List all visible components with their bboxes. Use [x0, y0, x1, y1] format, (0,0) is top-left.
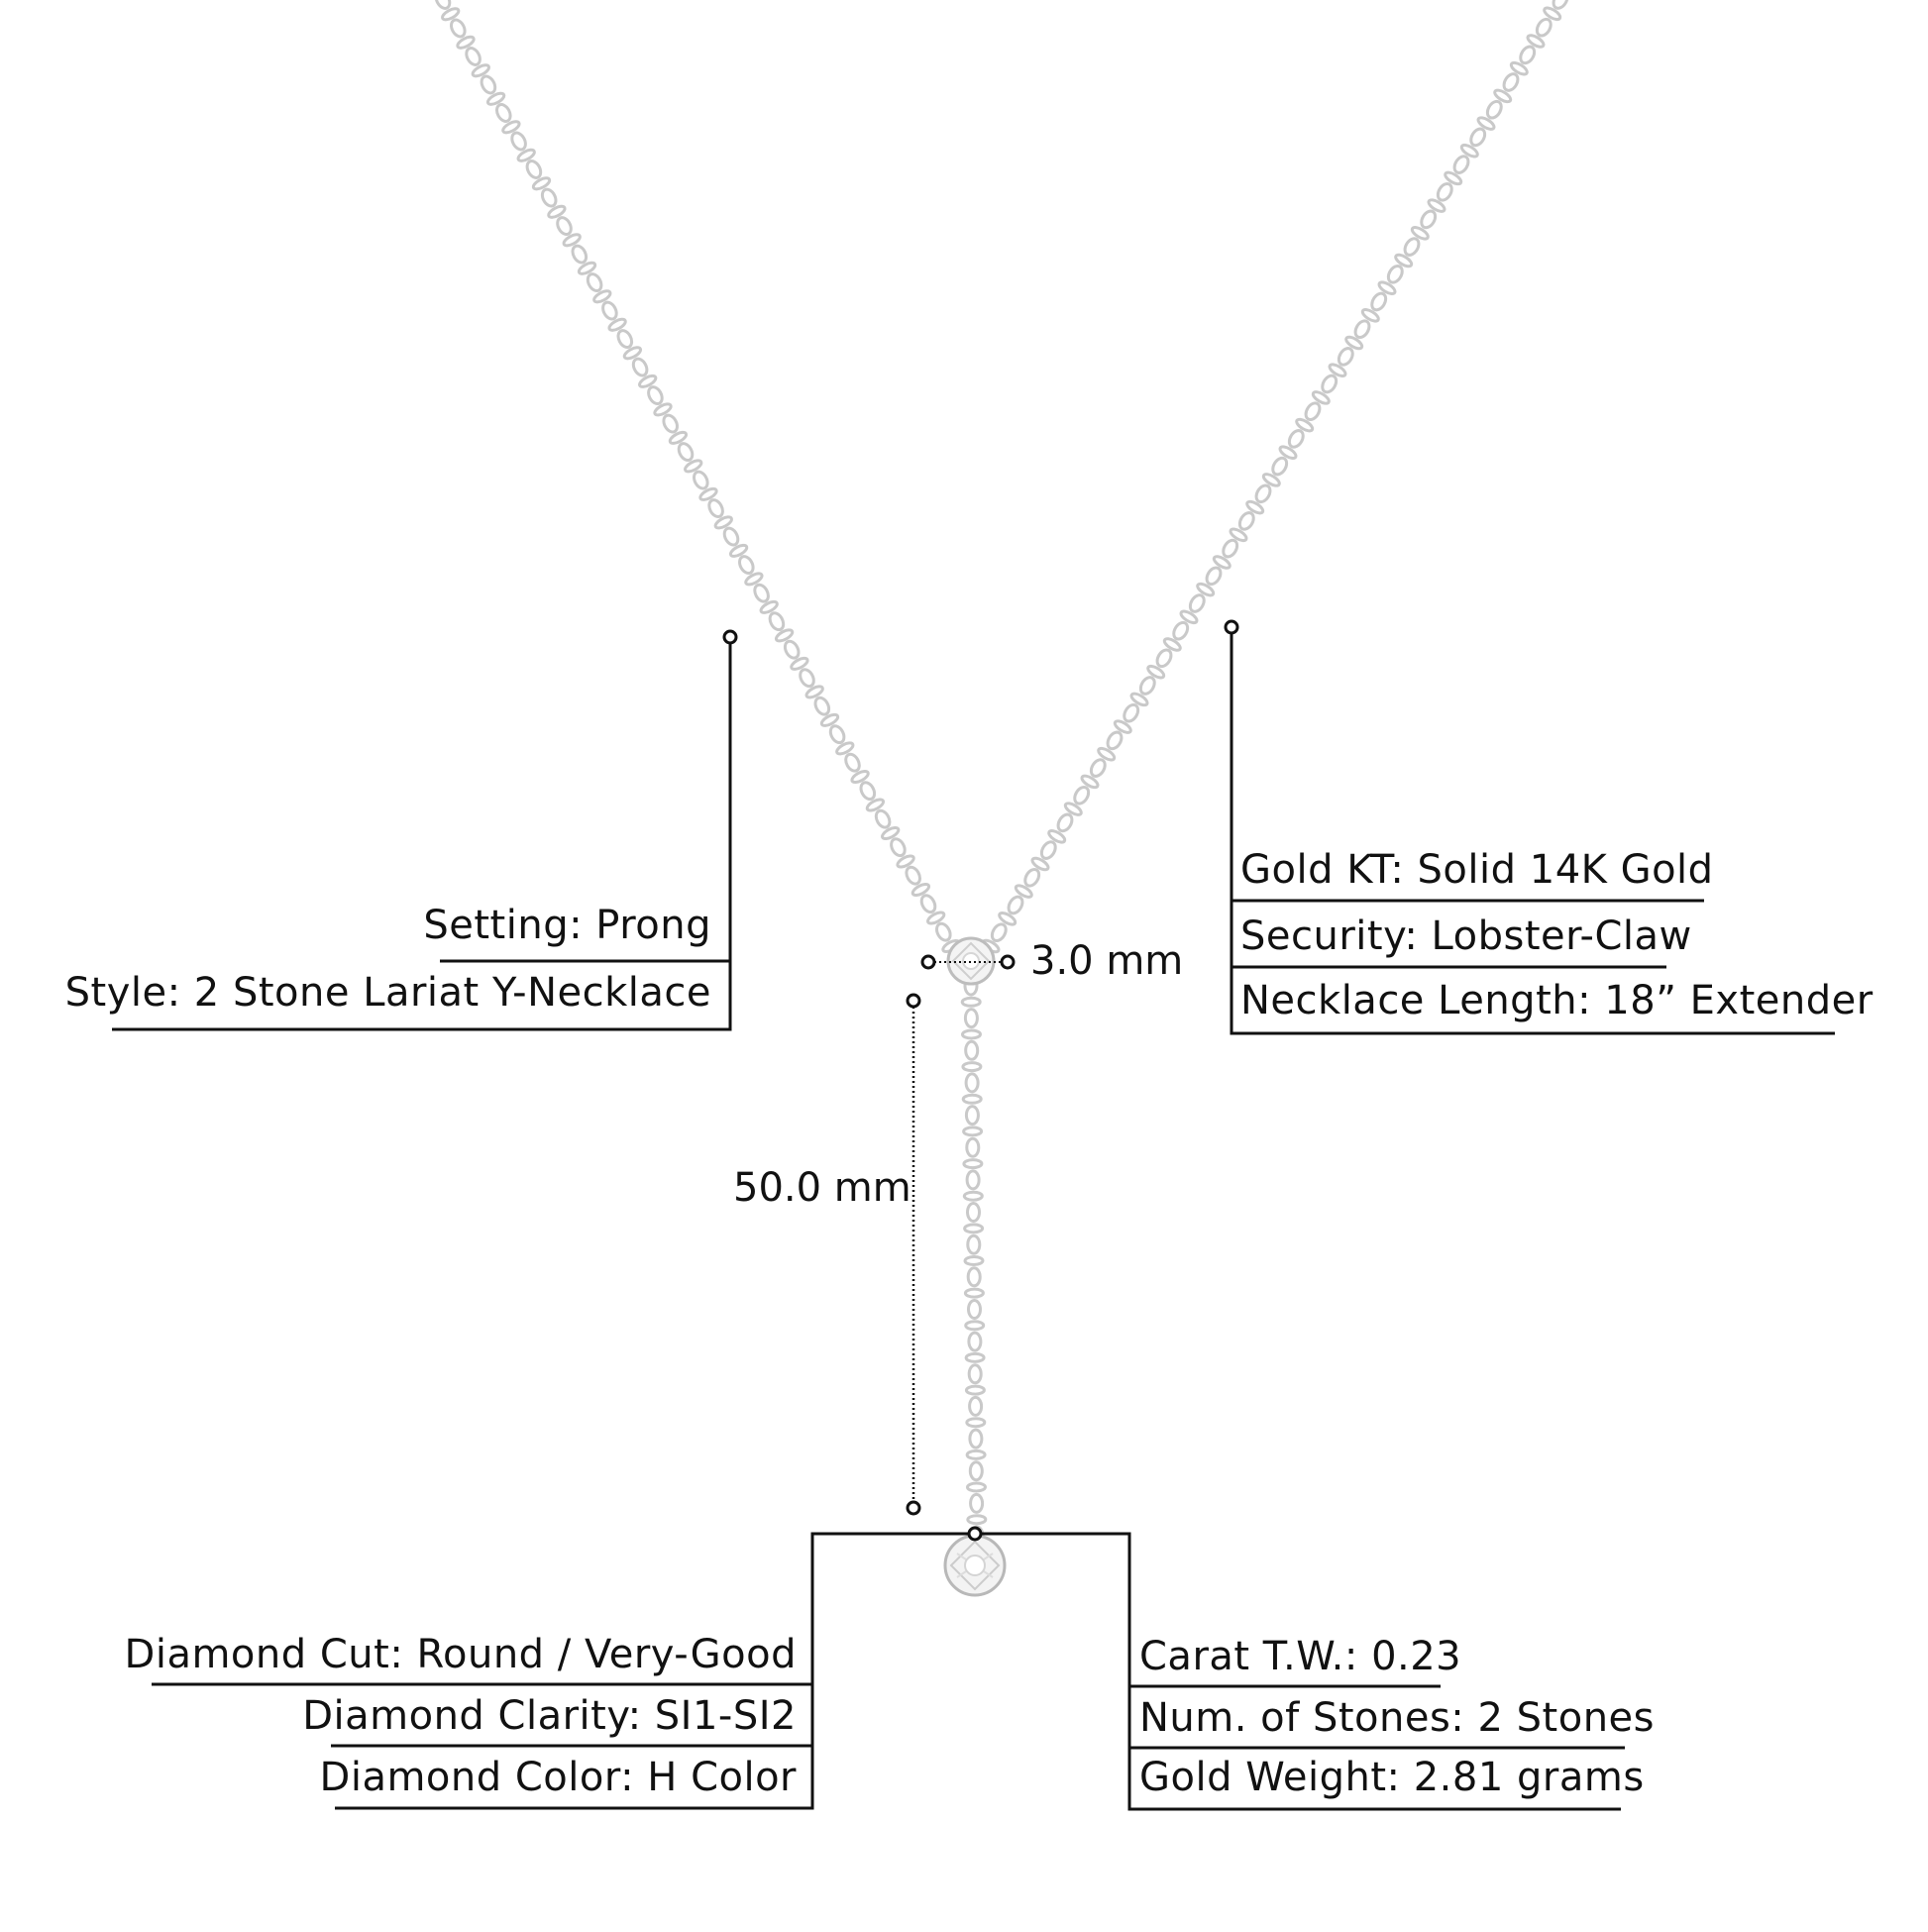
chain-link [600, 300, 619, 322]
chain-link [494, 102, 513, 124]
chain-link [1171, 620, 1191, 642]
chain-link [874, 808, 893, 830]
chain-link [540, 187, 559, 209]
chain-link [965, 1010, 977, 1027]
chain-link [967, 1203, 979, 1221]
chain-link [767, 610, 786, 632]
spec-style: Style: 2 Stone Lariat Y-Necklace [64, 970, 711, 1016]
chain-link [968, 1235, 980, 1253]
chain-link [969, 1333, 981, 1350]
chain-link [783, 639, 802, 661]
chain-link [1402, 236, 1422, 258]
chain-link [615, 328, 634, 350]
chain-link [1270, 456, 1290, 478]
chain-link [555, 215, 574, 237]
chain-link [843, 752, 862, 774]
chain-link [1535, 17, 1554, 39]
chain-link [966, 1041, 978, 1059]
chain-link [721, 526, 740, 548]
chain-link [1072, 785, 1092, 806]
spec-gold-kt: Gold KT: Solid 14K Gold [1240, 847, 1714, 893]
chain-link [968, 1516, 986, 1524]
chain-link [692, 470, 710, 491]
spec-carat: Carat T.W.: 0.23 [1139, 1634, 1462, 1679]
chain-link [1303, 400, 1323, 422]
chain-link [1237, 510, 1257, 532]
dimension-stone-width: 3.0 mm [1030, 938, 1184, 984]
chain-link [967, 1450, 985, 1458]
necklace-chain [433, 0, 1569, 1545]
chain-link [963, 1063, 981, 1071]
chain-link [967, 1419, 985, 1427]
spec-necklace-length: Necklace Length: 18” Extender [1240, 978, 1874, 1023]
chain-link [798, 667, 816, 689]
chain-link [966, 1107, 978, 1125]
chain-link [1352, 318, 1372, 340]
chain-link [970, 1462, 982, 1480]
chain-link [990, 921, 1010, 943]
spec-security: Security: Lobster-Claw [1240, 913, 1692, 959]
chain-link [1122, 702, 1141, 724]
chain-link [966, 1386, 984, 1394]
chain-link [967, 1171, 979, 1189]
chain-link [1253, 483, 1273, 504]
chain-link [858, 780, 877, 802]
chain-link [479, 74, 497, 96]
chain-link [1485, 99, 1505, 121]
chain-link [1436, 181, 1455, 203]
chain-link [962, 998, 980, 1006]
chain-link [964, 1192, 982, 1200]
spec-gold-weight: Gold Weight: 2.81 grams [1139, 1755, 1645, 1800]
chain-link [968, 1268, 980, 1286]
spec-diamond-cut: Diamond Cut: Round / Very-Good [124, 1632, 797, 1677]
chain-link [661, 413, 680, 435]
chain-link [964, 1127, 982, 1135]
chain-link [1320, 374, 1339, 395]
chain-link [706, 497, 725, 519]
chain-link [966, 1353, 984, 1361]
chain-link [1039, 839, 1059, 861]
chain-link [752, 583, 771, 604]
chain-link [969, 1365, 981, 1383]
chain-link [966, 1074, 978, 1092]
chain-link [1287, 428, 1307, 450]
spec-setting: Setting: Prong [423, 903, 711, 948]
chain-link [737, 554, 756, 576]
spec-num-stones: Num. of Stones: 2 Stones [1139, 1695, 1655, 1741]
chain-link [631, 357, 650, 378]
chain-link [524, 159, 543, 180]
chain-link [1369, 291, 1389, 313]
chain-link [963, 1095, 981, 1103]
chain-link [1006, 895, 1025, 916]
chain-link [1022, 867, 1042, 889]
chain-link [828, 723, 847, 745]
chain-link [971, 1494, 983, 1512]
chain-link [1204, 565, 1224, 587]
chain-link [1055, 812, 1075, 834]
chain-link [509, 131, 528, 153]
chain-link [1337, 346, 1356, 368]
chain-link [934, 921, 953, 943]
chain-link [964, 1160, 982, 1168]
chain-link [966, 1322, 984, 1330]
bottom-diamond [945, 1536, 1005, 1595]
chain-link [965, 1225, 983, 1233]
chain-link [970, 1430, 982, 1448]
chain-link [676, 441, 695, 463]
chain-link [586, 271, 604, 293]
dimension-drop-length: 50.0 mm [733, 1165, 911, 1211]
chain-link [1154, 647, 1174, 669]
chain-link [1138, 675, 1158, 697]
chain-link [1518, 45, 1538, 66]
chain-link [646, 384, 665, 406]
chain-link [1221, 538, 1240, 560]
chain-link [904, 865, 922, 887]
measure-guides [913, 962, 1008, 1506]
spec-diamond-color: Diamond Color: H Color [319, 1755, 797, 1800]
chain-link [1386, 264, 1406, 285]
chain-link [570, 244, 589, 266]
chain-link [1188, 592, 1208, 614]
chain-link [965, 1289, 983, 1297]
chain-link [812, 696, 831, 717]
chain-link [970, 1397, 982, 1415]
chain-link [918, 893, 937, 914]
chain-link [965, 1256, 983, 1264]
spec-diamond-clarity: Diamond Clarity: SI1-SI2 [302, 1693, 797, 1739]
chain-link [967, 1483, 985, 1491]
chain-link [1105, 730, 1125, 752]
chain-link [1501, 71, 1521, 93]
chain-link [1468, 127, 1488, 149]
chain-link [967, 1138, 979, 1156]
chain-link [1451, 154, 1471, 175]
chain-link [889, 836, 908, 858]
chain-link [968, 1300, 980, 1318]
chain-link [449, 18, 468, 40]
chain-link [464, 46, 482, 67]
chain-link [1089, 757, 1109, 779]
chain-link [962, 1030, 980, 1038]
chain-link [1419, 209, 1439, 231]
